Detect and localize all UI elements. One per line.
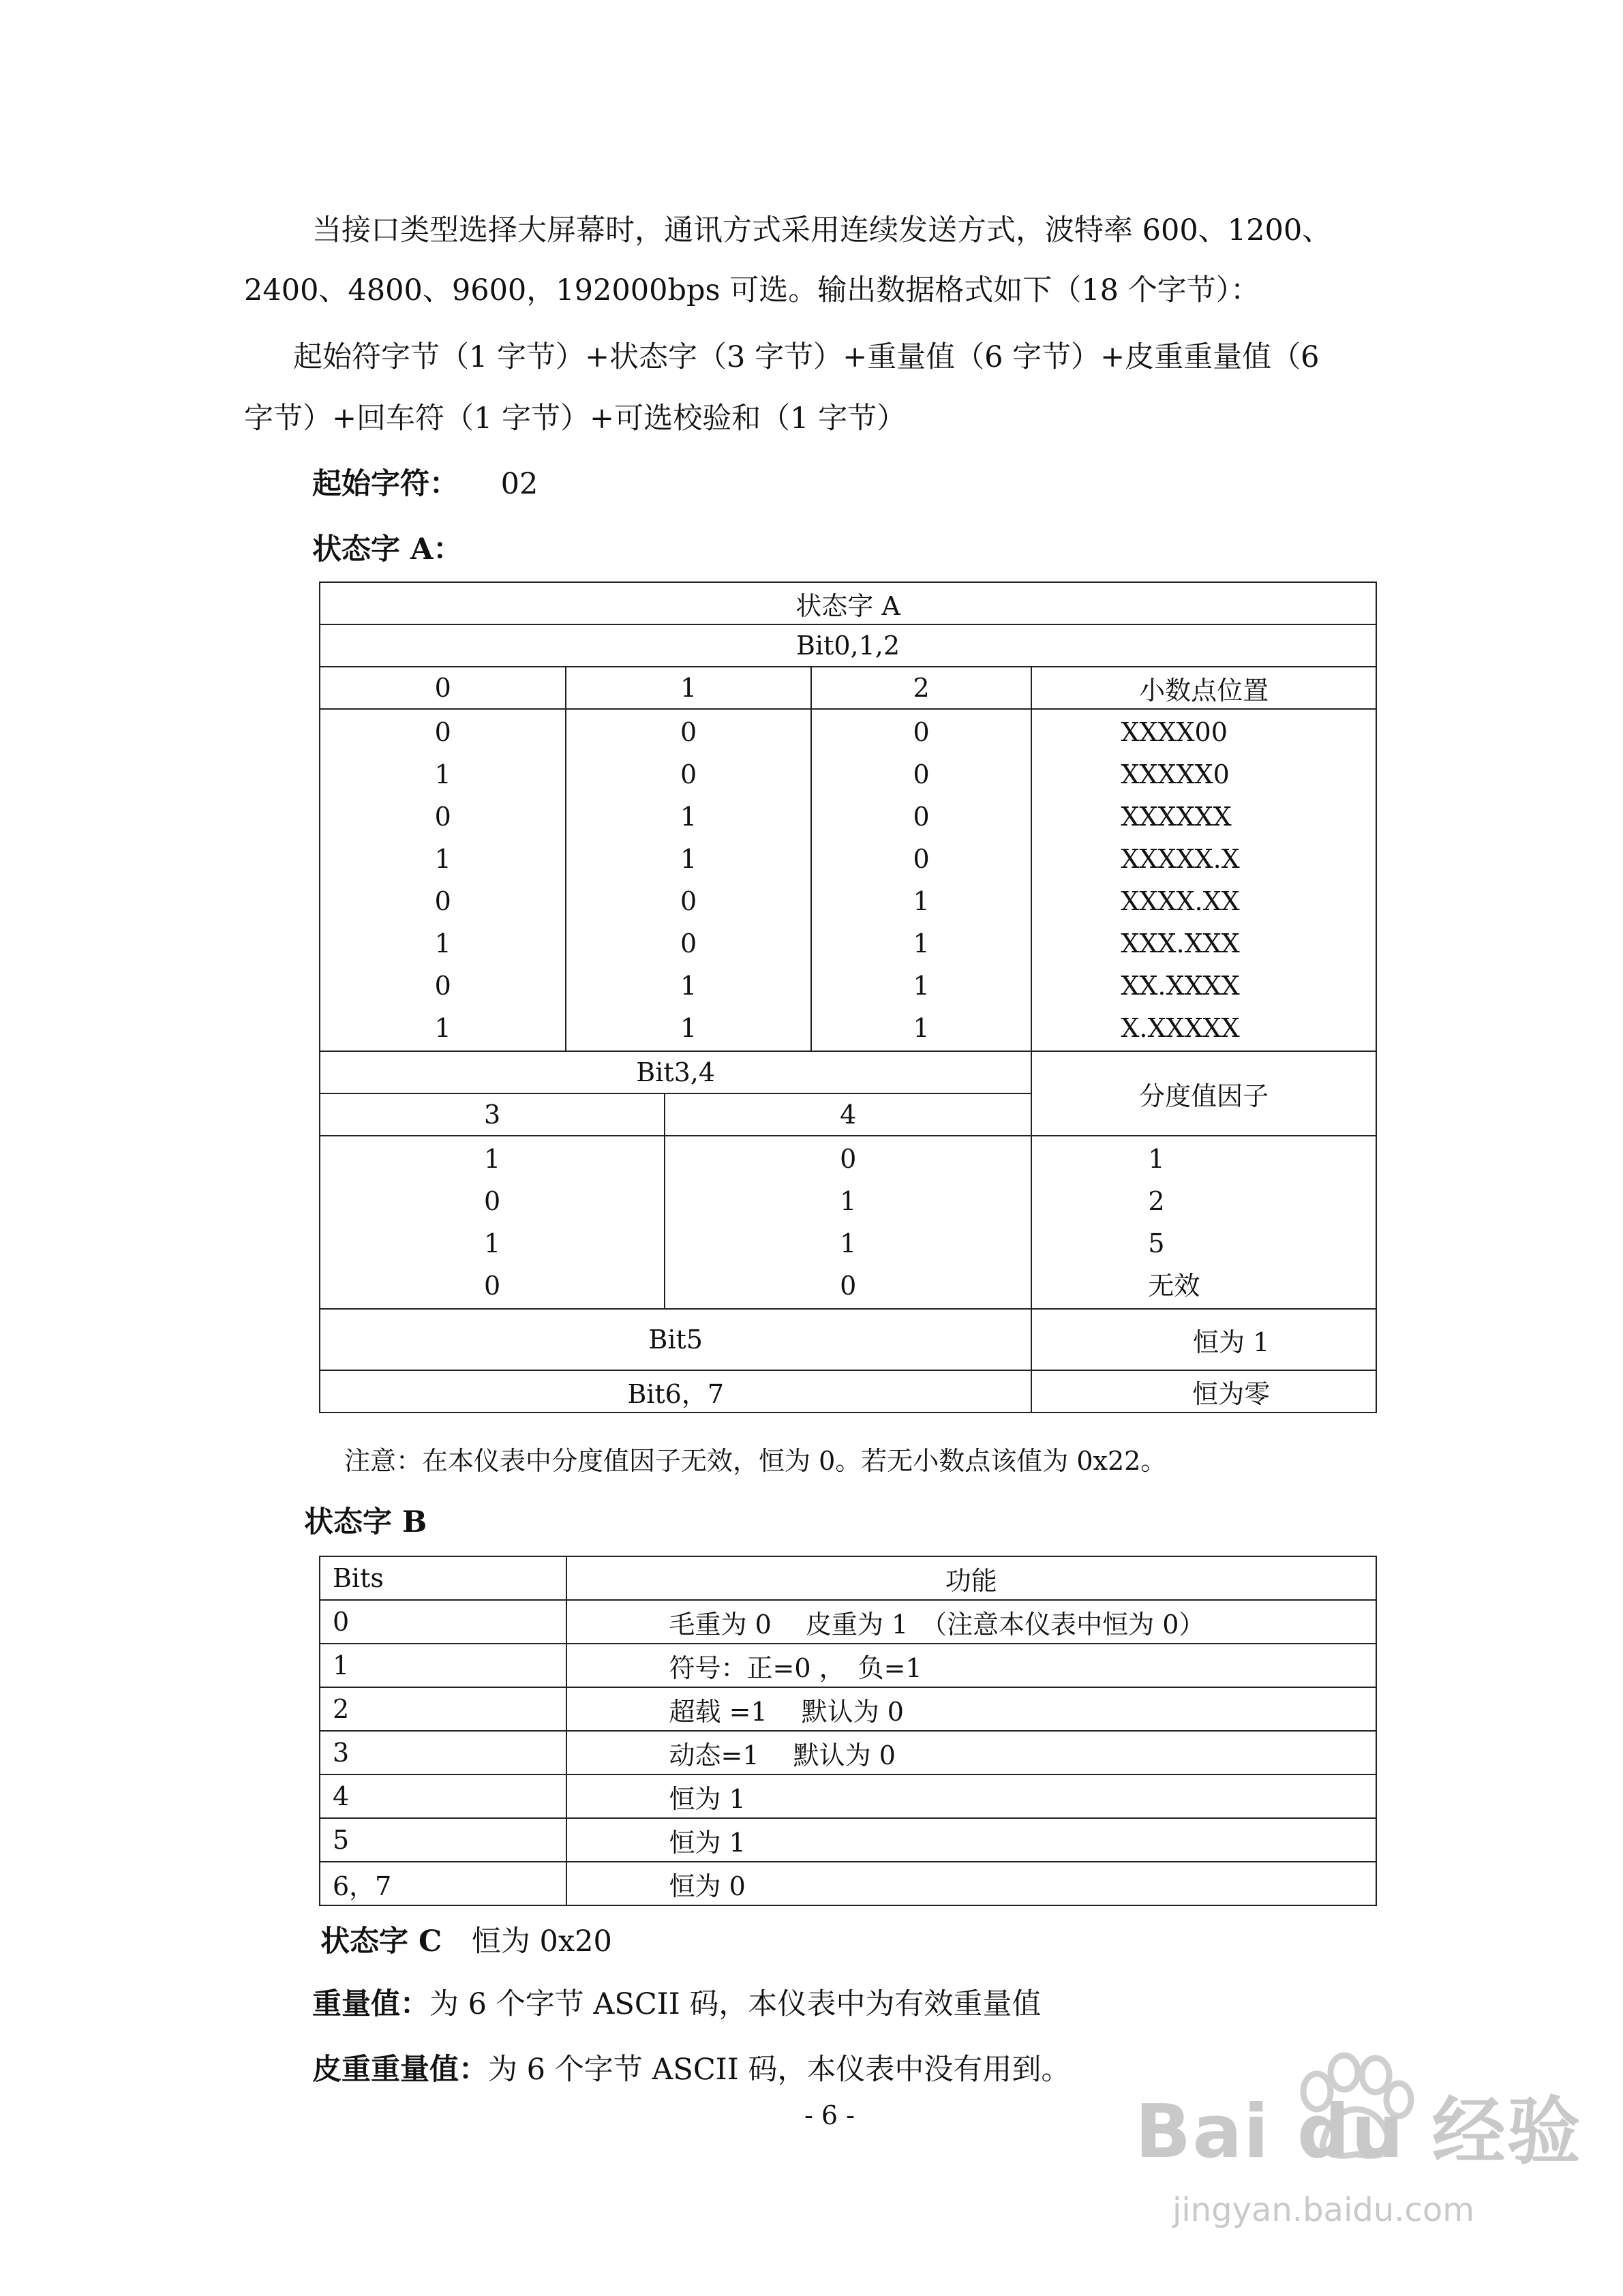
- bit67-value: 恒为零: [1031, 1370, 1376, 1413]
- bit012-header-0: 0: [320, 667, 566, 709]
- bit3-column: 1 0 1 0: [320, 1136, 665, 1309]
- intro-line-3: 起始符字节（1 字节）+状态字（3 字节）+重量值（6 字节）+皮重重量值（6: [293, 340, 1320, 374]
- bit3-header: 3: [320, 1093, 665, 1136]
- bit4-header: 4: [665, 1093, 1031, 1136]
- status-b-row-function: 恒为 1: [566, 1774, 1376, 1818]
- status-b-row-function: 符号：正=0 ， 负=1: [566, 1644, 1376, 1687]
- bit34-label: Bit3,4: [320, 1051, 1031, 1093]
- status-b-header-bits: Bits: [320, 1556, 566, 1600]
- status-b-row-function: 超载 =1 默认为 0: [566, 1687, 1376, 1731]
- bit1-column: 0 0 1 1 0 0 1 1: [566, 709, 810, 1051]
- bit012-label: Bit0,1,2: [320, 624, 1376, 667]
- status-b-row-bits: 1: [320, 1644, 566, 1687]
- status-b-row-function: 动态=1 默认为 0: [566, 1731, 1376, 1774]
- status-a-heading: 状态字 A：: [312, 532, 463, 567]
- factor-column: 1 2 5 无效: [1031, 1136, 1376, 1309]
- weight-label: 重量值：: [312, 1987, 429, 2021]
- status-b-row-bits: 2: [320, 1687, 566, 1731]
- bit012-header-decimal: 小数点位置: [1031, 667, 1376, 709]
- status-b-row-function: 恒为 1: [566, 1818, 1376, 1862]
- decimal-position-column: XXXX00 XXXXX0 XXXXXX XXXXX.X XXXX.XX XXX.XXX XX.XXXX X.XXXXX: [1031, 709, 1376, 1051]
- intro-line-1: 当接口类型选择大屏幕时，通讯方式采用连续发送方式，波特率 600、1200、: [312, 213, 1332, 247]
- intro-line-2: 2400、4800、9600，192000bps 可选。输出数据格式如下（18 个字节）：: [244, 273, 1260, 307]
- weight-line: [312, 1985, 1041, 2023]
- bit012-header-2: 2: [811, 667, 1031, 709]
- bit67-label: Bit6，7: [320, 1370, 1031, 1413]
- status-b-heading: 状态字 B: [304, 1505, 427, 1539]
- status-b-row-bits: 3: [320, 1731, 566, 1774]
- watermark-url: jingyan.baidu.com: [1172, 2191, 1474, 2229]
- bit4-column: 0 1 1 0: [665, 1136, 1031, 1309]
- status-b-header-function: 功能: [566, 1556, 1376, 1600]
- bit0-column: 0 1 0 1 0 1 0 1: [320, 709, 566, 1051]
- status-b-table: [319, 1556, 1377, 1906]
- status-c-line: [320, 1922, 612, 1961]
- status-c-label: 状态字 C: [320, 1924, 442, 1959]
- status-a-table: [319, 581, 1377, 1413]
- page-number: - 6 -: [804, 2100, 855, 2130]
- bit5-value: 恒为 1: [1031, 1309, 1376, 1370]
- bit2-column: 0 0 0 0 1 1 1 1: [811, 709, 1031, 1051]
- weight-text: 为 6 个字节 ASCII 码，本仪表中为有效重量值: [429, 1987, 1042, 2021]
- bit5-label: Bit5: [320, 1309, 1031, 1370]
- bit012-header-1: 1: [566, 667, 810, 709]
- status-b-row-bits: 6，7: [320, 1862, 566, 1905]
- status-b-row-function: 毛重为 0 皮重为 1 （注意本仪表中恒为 0）: [566, 1600, 1376, 1644]
- intro-line-4: 字节）+回车符（1 字节）+可选校验和（1 字节）: [244, 402, 907, 436]
- status-b-row-bits: 5: [320, 1818, 566, 1862]
- status-b-row-bits: 4: [320, 1774, 566, 1818]
- start-char-line: [312, 465, 538, 503]
- start-char-value: 02: [500, 467, 539, 501]
- watermark-brand: Bai du 经验: [1135, 2089, 1582, 2175]
- start-char-label: 起始字符：: [312, 467, 459, 501]
- status-c-value: 恒为 0x20: [471, 1924, 612, 1959]
- tare-line: [312, 2051, 1070, 2089]
- status-a-table-title: 状态字 A: [320, 582, 1376, 624]
- status-b-row-bits: 0: [320, 1600, 566, 1644]
- status-b-row-function: 恒为 0: [566, 1862, 1376, 1905]
- factor-header: 分度值因子: [1031, 1051, 1376, 1136]
- tare-text: 为 6 个字节 ASCII 码，本仪表中没有用到。: [488, 2053, 1071, 2087]
- status-a-note: 注意：在本仪表中分度值因子无效，恒为 0。若无小数点该值为 0x22。: [344, 1446, 1167, 1476]
- tare-label: 皮重重量值：: [312, 2053, 488, 2087]
